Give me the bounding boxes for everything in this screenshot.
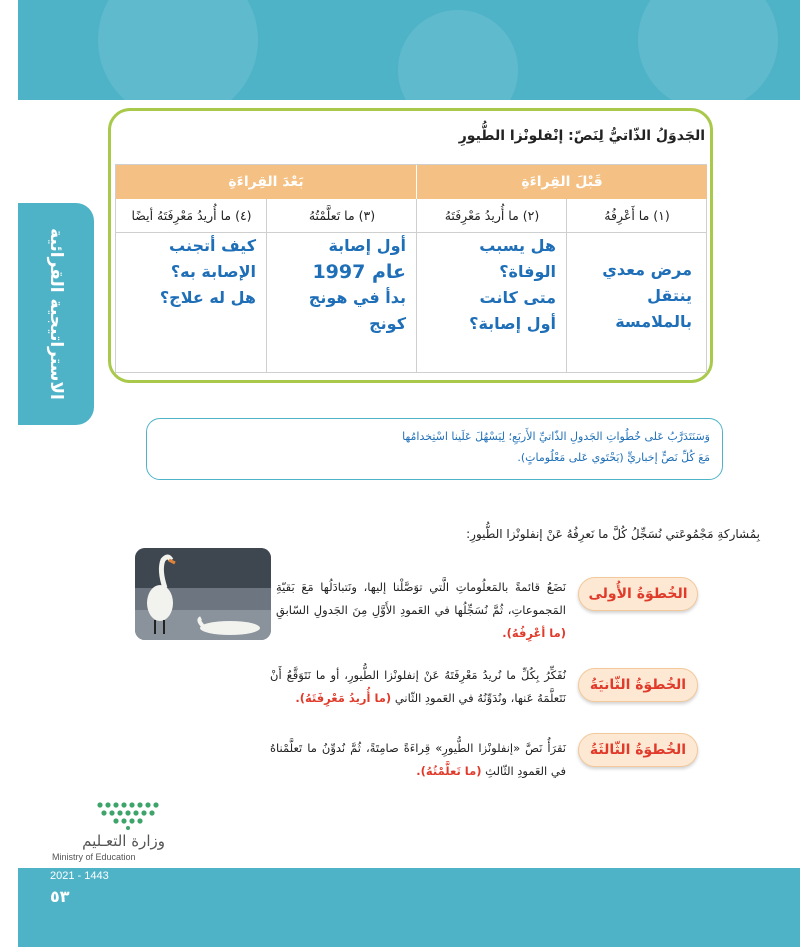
step-3-text: نَقرَأُ نَصَّ «إنفلونْزا الطُّيورِ» قِراءَةً صامِتَةً، ثُمَّ نُدوِّنُ ما تَعلَّمْناهُ في العَمودِ الثّالثِ (ما تَعلَّمْتُهُ). bbox=[270, 741, 566, 778]
column-header-2: (٢) ما أُريدُ مَعْرِفَتَهُ bbox=[417, 199, 567, 233]
column-header-1: (١) ما أَعْرِفُهُ bbox=[567, 199, 707, 233]
page-number: ٥٣ bbox=[50, 887, 70, 906]
group-header-before-reading: قَبْلَ القِراءَةِ bbox=[417, 165, 707, 199]
column-2-content: هل يسبب الوفاة؟ متى كانت أول إصابة؟ bbox=[469, 236, 556, 333]
column-1-content: مرض معدي ينتقل بالملامسة bbox=[602, 260, 692, 331]
note-text: وَسَنَتَدَرَّبُ عَلى خُطُواتِ الجَدولِ الذّاتيِّ الأَربَعِ؛ لِيَسْهُلَ عَلَينا اسْتِخدامُها مَعَ كُلِّ نَصٍّ إخباريٍّ (يَحْتَوي عَلى مَعْلُوماتٍ). bbox=[402, 430, 710, 464]
bottom-banner bbox=[18, 868, 800, 947]
column-3-content: أول إصابة عام 1997 بدأ في هونج كونج bbox=[308, 236, 406, 333]
swans-photo bbox=[135, 548, 271, 640]
column-header-4: (٤) ما أُريدُ مَعْرِفَتَهُ أيضًا bbox=[116, 199, 267, 233]
ministry-name-english: Ministry of Education bbox=[52, 852, 136, 862]
ministry-logo-icon bbox=[95, 800, 161, 830]
group-header-after-reading: بَعْدَ القِراءَةِ bbox=[116, 165, 416, 199]
column-header-3: (٣) ما تَعلَّمْتُهُ bbox=[267, 199, 417, 233]
step-2-text: نُفَكِّرُ بِكُلِّ ما نُريدُ مَعْرِفَتَهُ عَنْ إنفلونْزا الطُّيورِ، أو ما نَتَوَقَّعُ أَنْ نَتَعلَّمَهُ عَنها، ونُدَوِّنُهُ في العَمودِ الثّاني (ما أُريدُ مَعْرِفَتَهُ). bbox=[270, 668, 566, 705]
step-2-label: الخُطوَةُ الثّانيَةُ bbox=[578, 668, 698, 702]
edition-year: 2021 - 1443 bbox=[50, 870, 109, 882]
step-1-label: الخُطوَةُ الأُولى bbox=[578, 577, 698, 611]
column-4-content: كيف أتجنب الإصابة به؟ هل له علاج؟ bbox=[159, 236, 256, 307]
kwl-table bbox=[115, 164, 707, 373]
top-banner bbox=[18, 0, 800, 100]
step-3-label: الخُطوَةُ الثّالثَةُ bbox=[578, 733, 698, 767]
table-title: الجَدوَلُ الذّاتيُّ لِنَصّ: إنْفلونْزا الطُّيورِ bbox=[458, 128, 705, 144]
ministry-name-arabic: وزارة التعـليم bbox=[82, 832, 165, 850]
instructions-intro: بِمُشاركةِ مَجْمُوعَتي نُسَجِّلُ كُلَّ ما نَعرِفُهُ عَنْ إنفلونْزا الطُّيورِ: bbox=[466, 527, 760, 541]
side-section-tab bbox=[18, 203, 94, 425]
side-tab-label: الاستراتيجية القرائية bbox=[46, 228, 66, 400]
step-1-text: نَضَعُ قائمةً بالمَعلُوماتِ الَّتي توَصَّلْنا إليها، ونَتبادَلُها مَعَ بَقيّةِ المَجموعاتِ، ثُمَّ نُسَجِّلُها في العَمودِ الأَوَّلِ مِنَ الجَدولِ السّابقِ (ما أعْرِفُهُ). bbox=[276, 580, 566, 640]
